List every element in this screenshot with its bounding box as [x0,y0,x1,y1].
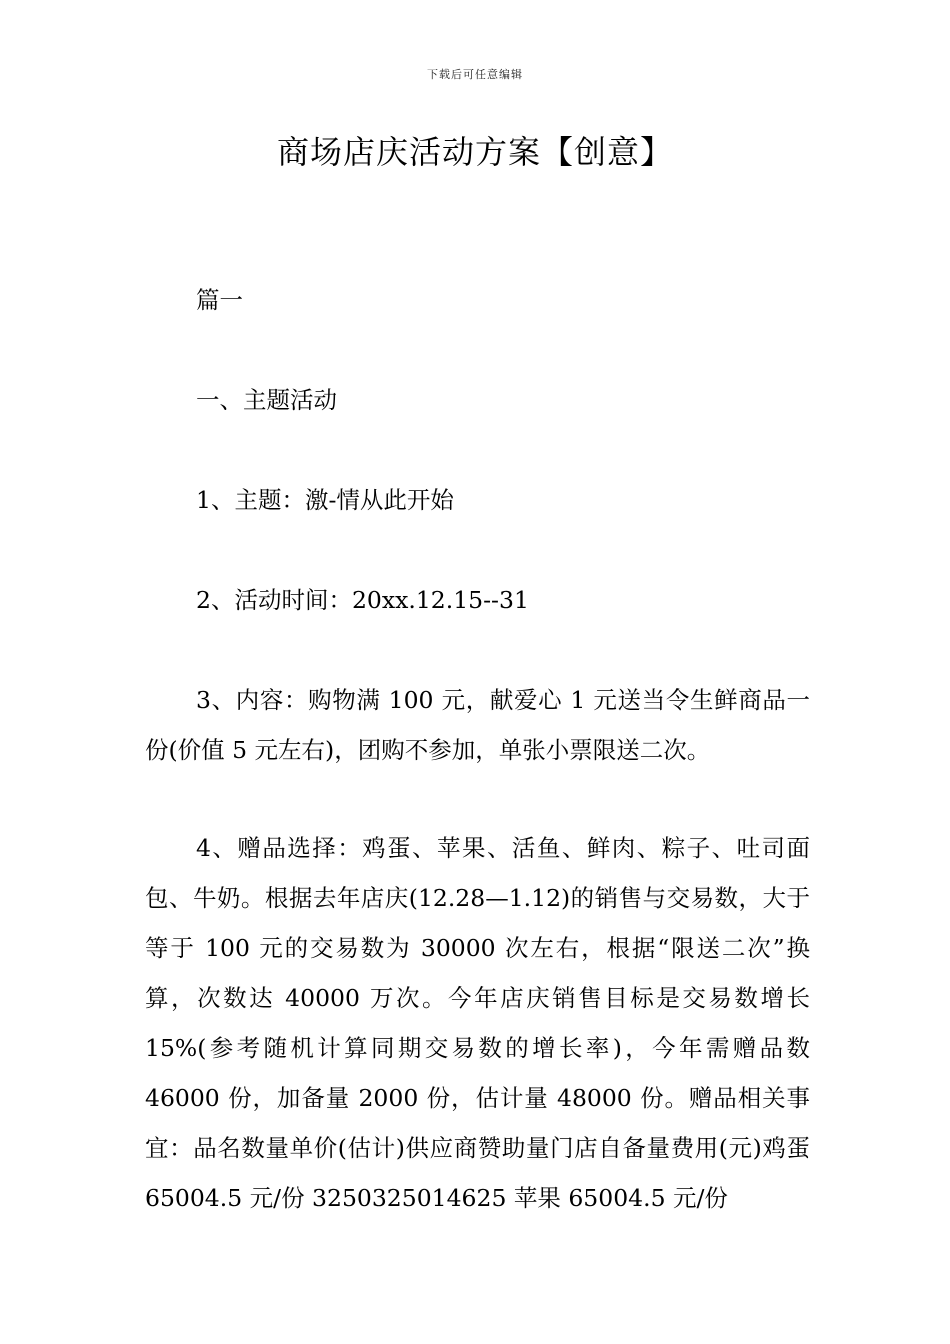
heading-theme-activity: 一、主题活动 [196,386,337,414]
item-content: 3、内容：购物满 100 元，献爱心 1 元送当令生鲜商品一份(价值 5 元左右)，团购不参加，单张小票限送二次。 [145,686,810,764]
item-gift-selection: 4、赠品选择：鸡蛋、苹果、活鱼、鲜肉、粽子、吐司面包、牛奶。根据去年店庆(12.28—1.12)的销售与交易数，大于等于 100 元的交易数为 30000 次左右，根据“限送二次”换算，次数达 40000 万次。今年店庆销售目标是交易数增长 15%(参考随机计算同期交易数的增长率)，今年需赠品数 46000 份，加备量 2000 份，估计量 48000 份。赠品相关事宜：品名数量单价(估计)供应商赞助量门店自备量费用(元)鸡蛋 65004.5 元/份 3250325014625 苹果 65004.5 元/份 [145,834,810,1212]
item-theme: 1、主题：激-情从此开始 [196,486,454,514]
item-activity-time: 2、活动时间：20xx.12.15--31 [196,586,529,614]
header-note: 下载后可任意编辑 [427,68,523,81]
section-label: 篇一 [196,286,243,314]
document-title: 商场店庆活动方案【创意】 [276,133,673,171]
